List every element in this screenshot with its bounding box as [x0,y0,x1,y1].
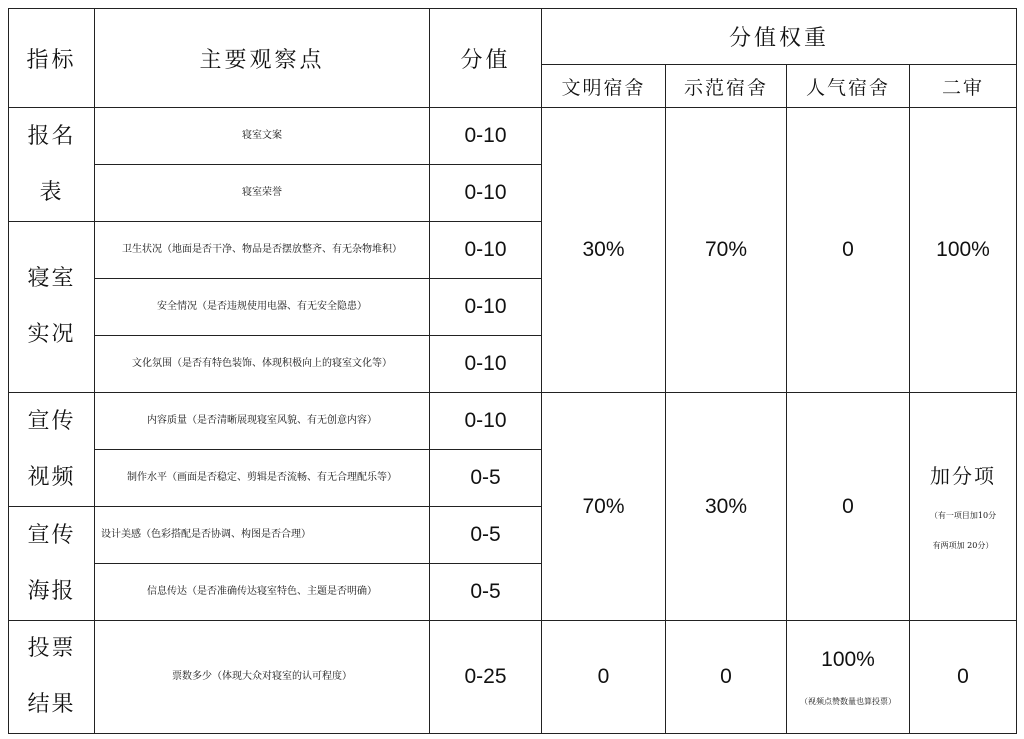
observation-cell: 内容质量（是否清晰展现寝室风貌、有无创意内容） [95,393,430,450]
section-label: 投票 [27,636,76,661]
weight-ershen-1: 100% [910,108,1017,393]
weight-wenming-2: 70% [542,393,666,621]
section-label: 海报 [27,578,76,604]
header-renqi: 人气宿舍 [787,65,910,108]
section-voting-result [9,621,95,734]
table-row [9,108,1017,165]
bonus-title: 加分项 [930,464,996,488]
section-promo-poster [9,507,95,621]
weight-shifan-1: 70% [666,108,787,393]
header-weight: 分值权重 [542,9,1017,65]
score-cell: 0-10 [430,165,542,222]
section-label: 宣传 [27,408,76,434]
section-label: 宣传 [27,522,76,548]
weight-renqi-3 [787,621,910,734]
score-cell: 0-10 [430,108,542,165]
weight-renqi-1: 0 [787,108,910,393]
table-row [9,393,1017,450]
score-cell: 0-10 [430,279,542,336]
observation-cell: 安全情况（是否违规使用电器、有无安全隐患） [95,279,430,336]
observation-cell: 寝室文案 [95,108,430,165]
scoring-table [8,8,1017,734]
observation-cell: 文化氛围（是否有特色装饰、体现积极向上的寝室文化等） [95,336,430,393]
section-label: 寝室 [27,266,76,291]
header-wenming: 文明宿舍 [542,65,666,108]
table-row [9,621,1017,734]
weight-wenming-3: 0 [542,621,666,734]
section-label: 结果 [27,692,76,717]
score-cell: 0-10 [430,222,542,279]
weight-ershen-3: 0 [910,621,1017,734]
observation-cell: 寝室荣誉 [95,165,430,222]
observation-cell: 制作水平（画面是否稳定、剪辑是否流畅、有无合理配乐等） [95,450,430,507]
score-cell: 0-5 [430,507,542,564]
renqi-value: 100% [821,647,875,671]
score-cell: 0-5 [430,564,542,621]
observation-cell: 信息传达（是否准确传达寝室特色、主题是否明确） [95,564,430,621]
header-observation: 主要观察点 [95,9,430,108]
section-label: 报名 [27,123,76,149]
score-cell: 0-25 [430,621,542,734]
section-label: 表 [39,179,64,205]
section-dorm-condition [9,222,95,393]
score-cell: 0-10 [430,336,542,393]
header-ershen: 二审 [910,65,1017,108]
score-cell: 0-5 [430,450,542,507]
observation-cell: 卫生状况（地面是否干净、物品是否摆放整齐、有无杂物堆积） [95,222,430,279]
section-application-form [9,108,95,222]
weight-shifan-2: 30% [666,393,787,621]
bonus-note: 有两项加 20分） [932,541,994,550]
section-label: 实况 [27,322,76,347]
header-shifan: 示范宿舍 [666,65,787,108]
weight-ershen-2 [910,393,1017,621]
score-cell: 0-10 [430,393,542,450]
header-score: 分值 [430,9,542,108]
bonus-note: （有一项目加10分 [929,511,997,520]
section-promo-video [9,393,95,507]
weight-shifan-3: 0 [666,621,787,734]
weight-renqi-2: 0 [787,393,910,621]
header-indicator: 指标 [9,9,95,108]
weight-wenming-1: 30% [542,108,666,393]
section-label: 视频 [27,464,76,490]
observation-cell: 设计美感（色彩搭配是否协调、构图是否合理） [95,507,430,564]
renqi-note: （视频点赞数量也算投票） [800,696,896,706]
observation-cell: 票数多少（体现大众对寝室的认可程度） [95,621,430,734]
